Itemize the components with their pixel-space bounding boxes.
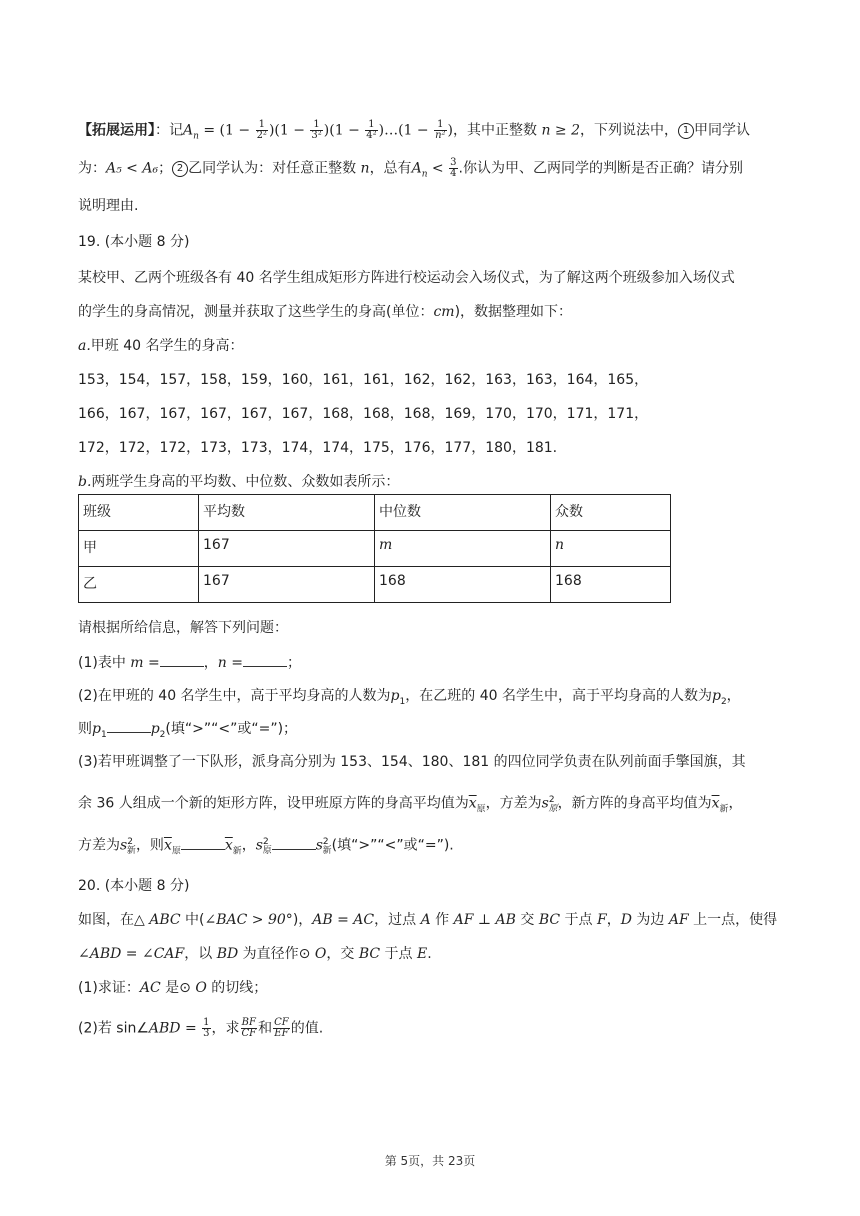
- table-header-cell: 班级: [79, 495, 199, 531]
- table-cell: 乙: [79, 567, 199, 603]
- table-cell: 167: [199, 531, 375, 567]
- extension-tag: 【拓展运用】: [78, 122, 155, 139]
- answer-blank-m[interactable]: [160, 652, 204, 667]
- table-cell: n: [551, 531, 671, 567]
- q19-paragraph-1: 某校甲、乙两个班级各有 40 名学生组成矩形方阵进行校运动会入场仪式，为了解这两个班级参加入场仪式: [78, 270, 735, 286]
- fraction-1-over-3sq: $\frac{1}{\text{3²}}$: [311, 119, 322, 141]
- fraction-1-over-4sq: $\frac{1}{\text{4²}}$: [366, 119, 377, 141]
- circled-number-1: 1: [678, 123, 694, 139]
- fraction-1-over-nsq: $\frac{1}{\text{n²}}$: [435, 119, 446, 141]
- q20-line-2: ∠ABD = ∠CAF，以 BD 为直径作⊙ O，交 BC 于点 E.: [78, 946, 432, 962]
- extension-line-2: 为：A₅ < A₆； 2 乙同学认为：对任意正整数 n，总有$A_n$ < $\frac{3}{4}$ .你认为甲、乙两同学的判断是否正确？请分别: [78, 157, 743, 180]
- page-footer: 第 5页，共 23页: [384, 1154, 476, 1168]
- q19-paragraph-2: 的学生的身高情况，测量并获取了这些学生的身高(单位：cm)，数据整理如下：: [78, 304, 573, 320]
- fraction-1-over-2sq: $\frac{1}{\text{2²}}$: [256, 119, 267, 141]
- q19-heights-row-1: 153，154，157，158，159，160，161，161，162，162，163，163，164，165，: [78, 372, 649, 388]
- q19-subquestion-2-line-2: 则$p_1$ $p_2$(填“>”“<”或“=”)；: [78, 718, 297, 745]
- q20-subquestion-2: (2)若 sin∠ABD = $\frac{1}{3}$ ，求 $\frac{BF}{CF}$ 和 $\frac{CF}{EF}$ 的值.: [78, 1017, 324, 1039]
- table-cell: 168: [551, 567, 671, 603]
- q19-item-b: b.两班学生身高的平均数、中位数、众数如表所示：: [78, 474, 400, 490]
- answer-blank-mean-compare[interactable]: [181, 835, 225, 850]
- fraction-CF-over-EF: $\frac{CF}{EF}$: [274, 1017, 289, 1039]
- q20-line-1: 如图，在△ ABC 中(∠BAC > 90°)，AB = AC，过点 A 作 AF ⊥ AB 交 BC 于点 F，D 为边 AF 上一点，使得: [78, 912, 778, 928]
- table-cell: 167: [199, 567, 375, 603]
- table-header-cell: 平均数: [199, 495, 375, 531]
- extension-line-3: 说明理由.: [78, 198, 139, 214]
- q19-header: 19. (本小题 8 分): [78, 234, 190, 250]
- table-row: [79, 567, 671, 603]
- statistics-table: [78, 494, 671, 603]
- answer-blank-variance-compare[interactable]: [272, 835, 316, 850]
- table-header-row: [79, 495, 671, 531]
- q19-subquestion-2-line-1: (2)在甲班的 40 名学生中，高于平均身高的人数为$p_1$，在乙班的 40 名学生中，高于平均身高的人数为$p_2$，: [78, 688, 741, 707]
- q19-item-a: a.甲班 40 名学生的身高：: [78, 338, 244, 354]
- fraction-BF-over-CF: $\frac{BF}{CF}$: [241, 1017, 257, 1039]
- q20-subquestion-1: (1)求证：AC 是⊙ O 的切线；: [78, 980, 268, 996]
- q20-header: 20. (本小题 8 分): [78, 878, 190, 894]
- answer-blank-p-compare[interactable]: [107, 718, 151, 733]
- table-cell: 168: [375, 567, 551, 603]
- q19-subquestion-3-line-3: 方差为$s^2_新$，则$\overline{x}_原$ $\overline{x}_新$，$s^2_原$ $s^2_新$(填“>”“<”或“=”).: [78, 832, 454, 861]
- q19-prompt: 请根据所给信息，解答下列问题：: [78, 620, 288, 636]
- extension-line-1: 【拓展运用】：记$A_n = (1$ − $\frac{1}{\text{2²}}$ )(1 − $\frac{1}{\text{3²}}$ )(1 − $\frac{1}{\text{4²}}$ )…(1 − $\frac{1}{\text{n²}}$ )，其中正整数 n ≥ 2，下列说法中， 1 甲同学认: [78, 119, 751, 142]
- q19-subquestion-3-line-2: 余 36 人组成一个新的矩形方阵，设甲班原方阵的身高平均值为$\overline{x}_原$，方差为$s^2_原$，新方阵的身高平均值为$\overline{x}_新$，: [78, 795, 743, 815]
- answer-blank-n[interactable]: [243, 652, 287, 667]
- q19-subquestion-1: (1)表中 m = ，n = ；: [78, 652, 301, 673]
- table-cell: m: [375, 531, 551, 567]
- table-row: [79, 531, 671, 567]
- q19-heights-row-2: 166，167，167，167，167，167，168，168，168，169，170，170，171，171，: [78, 406, 649, 422]
- table-cell: 甲: [79, 531, 199, 567]
- table-header-cell: 中位数: [375, 495, 551, 531]
- circled-number-2: 2: [172, 161, 188, 177]
- fraction-3-over-4: $\frac{3}{4}$: [450, 157, 457, 179]
- table-header-cell: 众数: [551, 495, 671, 531]
- q19-heights-row-3: 172，172，172，173，173，174，174，175，176，177，180，181.: [78, 440, 558, 456]
- fraction-1-over-3: $\frac{1}{3}$: [203, 1017, 210, 1039]
- q19-subquestion-3-line-1: (3)若甲班调整了一下队形，派身高分别为 153、154、180、181 的四位同学负责在队列前面手擎国旗，其: [78, 754, 746, 770]
